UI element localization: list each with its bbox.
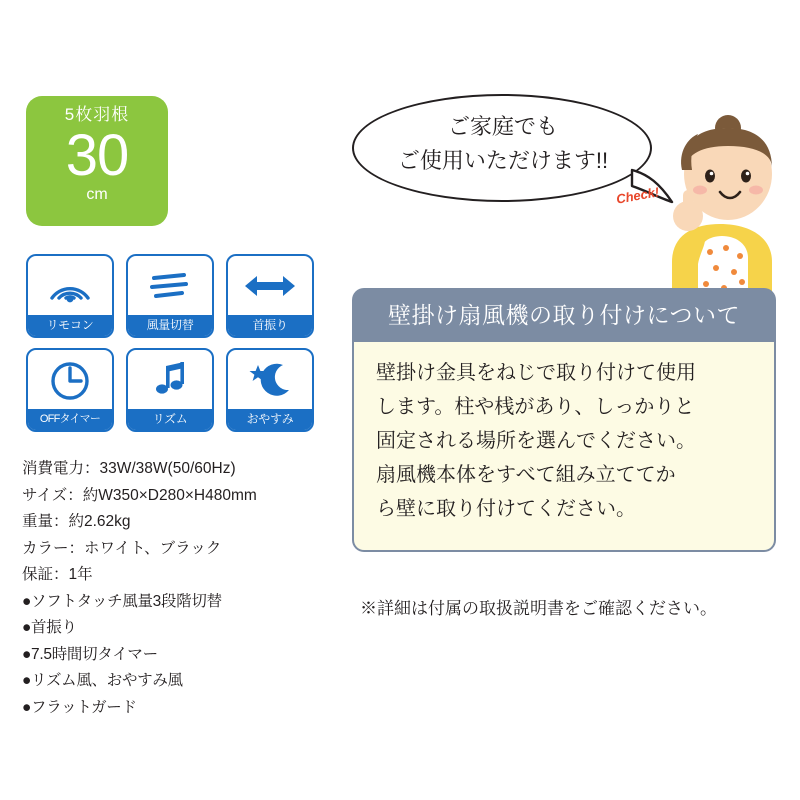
music-note-icon xyxy=(128,350,212,409)
moon-star-icon xyxy=(228,350,312,409)
remote-signal-icon xyxy=(28,256,112,315)
info-panel-body xyxy=(352,342,776,552)
info-panel xyxy=(352,288,776,552)
spec-line: サイズ：約W350×D280×H480mm xyxy=(22,486,257,504)
feature-oscillation xyxy=(226,254,314,338)
info-line: 扇風機本体をすべて組み立ててか xyxy=(376,464,676,486)
character-illustration xyxy=(636,112,800,302)
spec-line: 重量：約2.62kg xyxy=(22,513,131,530)
spec-line: ●7.5時間切タイマー xyxy=(22,645,158,663)
wind-lines-icon xyxy=(128,256,212,315)
info-panel-title: 壁掛け扇風機の取り付けについて xyxy=(352,288,776,342)
info-line: 固定される場所を選んでください。 xyxy=(376,430,696,452)
feature-row xyxy=(26,348,316,432)
feature-label: リズム xyxy=(128,409,212,430)
spec-line: カラー：ホワイト、ブラック xyxy=(22,539,222,557)
feature-label: 風量切替 xyxy=(128,315,212,336)
info-line: します。柱や桟があり、しっかりと xyxy=(376,396,695,418)
size-unit: cm xyxy=(86,186,108,203)
feature-label: おやすみ xyxy=(228,409,312,430)
feature-label: リモコン xyxy=(28,315,112,336)
feature-label: OFFタイマー xyxy=(28,409,112,430)
spec-line: ●フラットガード xyxy=(22,698,137,716)
size-number: 30 xyxy=(65,123,129,188)
spec-line: ●ソフトタッチ風量3段階切替 xyxy=(22,592,222,610)
size-badge xyxy=(26,96,168,226)
feature-rhythm xyxy=(126,348,214,432)
feature-label: 首振り xyxy=(228,315,312,336)
spec-line: ●リズム風、おやすみ風 xyxy=(22,672,183,689)
feature-sleep xyxy=(226,348,314,432)
feature-icon-grid xyxy=(26,254,316,442)
speech-line-2: ご使用いただけます!! xyxy=(397,148,609,173)
info-line: 壁掛け金具をねじで取り付けて使用 xyxy=(376,362,696,384)
clock-timer-icon xyxy=(28,350,112,409)
info-line: ら壁に取り付けてください。 xyxy=(376,498,636,520)
check-label: Check! xyxy=(615,184,661,207)
feature-remote xyxy=(26,254,114,338)
spec-line: ●首振り xyxy=(22,619,77,636)
blade-count-label: 5枚羽根 xyxy=(64,105,130,124)
spec-line: 消費電力：33W/38W(50/60Hz) xyxy=(22,460,236,477)
footnote: ※詳細は付属の取扱説明書をご確認ください。 xyxy=(360,599,717,618)
double-arrow-icon xyxy=(228,256,312,315)
feature-row xyxy=(26,254,316,338)
spec-line: 保証：1年 xyxy=(22,566,93,583)
feature-off-timer xyxy=(26,348,114,432)
speech-line-1: ご家庭でも xyxy=(447,114,558,139)
feature-wind-speed xyxy=(126,254,214,338)
spec-list xyxy=(22,456,362,721)
speech-bubble-text xyxy=(372,110,634,178)
